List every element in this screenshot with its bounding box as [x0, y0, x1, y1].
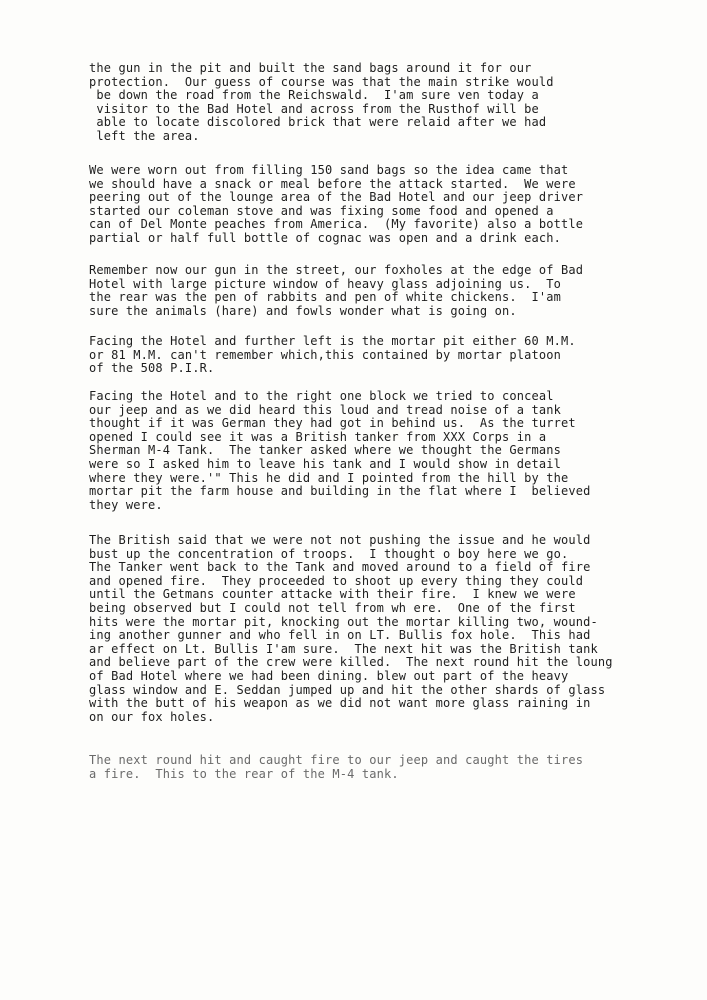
paragraph-gun-street	[89, 264, 699, 318]
text-line: The Tanker went back to the Tank and moved around to a field of fire	[89, 560, 591, 575]
paragraph-snack	[89, 164, 699, 246]
paragraph-sandbags	[89, 62, 699, 144]
text-line: the rear was the pen of rabbits and pen of white chickens. I'am	[89, 290, 561, 305]
text-line: glass window and E. Seddan jumped up and hit the other shards of glass	[89, 682, 606, 697]
text-line: of the 508 P.I.R.	[89, 361, 215, 376]
text-line: and opened fire. They proceeded to shoot up every thing they could	[89, 573, 584, 588]
text-line: were so I asked him to leave his tank and I would show in detail	[89, 456, 561, 471]
text-line: partial or half full bottle of cognac was open and a drink each.	[89, 230, 561, 245]
text-line: they were.	[89, 497, 163, 512]
text-line: peering out of the lounge area of the Bad Hotel and our jeep driver	[89, 190, 584, 205]
text-line: Hotel with large picture window of heavy glass adjoining us. To	[89, 276, 561, 291]
text-line: started our coleman stove and was fixing some food and opened a	[89, 203, 554, 218]
paragraph-battle	[89, 534, 699, 724]
paragraph-british-tanker	[89, 390, 699, 512]
text-line: with the butt of his weapon as we did not want more glass raining in	[89, 696, 591, 711]
text-line: thought if it was German they had got in behind us. As the turret	[89, 416, 576, 431]
text-line: The British said that we were not not pushing the issue and he would	[89, 533, 591, 547]
text-line: The next round hit and caught fire to our jeep and caught the tires	[89, 753, 584, 767]
text-line: be down the road from the Reichswald. I'am sure ven today a	[89, 88, 539, 103]
text-line: ing another gunner and who fell in on LT. Bullis fox hole. This had	[89, 628, 591, 643]
text-line: Facing the Hotel and to the right one block we tried to conceal	[89, 389, 554, 403]
paragraph-jeep-fire	[89, 754, 699, 781]
text-line: on our fox holes.	[89, 709, 215, 724]
text-line: hits were the mortar pit, knocking out the mortar killing two, wound-	[89, 614, 598, 629]
text-line: We were worn out from filling 150 sand bags so the idea came that	[89, 163, 569, 177]
text-line: the gun in the pit and built the sand bags around it for our	[89, 61, 532, 75]
text-line: left the area.	[89, 128, 200, 143]
text-line: where they were.'" This he did and I pointed from the hill by the	[89, 470, 569, 485]
text-line: Remember now our gun in the street, our foxholes at the edge of Bad	[89, 263, 584, 277]
text-line: able to locate discolored brick that were relaid after we had	[89, 115, 547, 130]
text-line: bust up the concentration of troops. I thought o boy here we go.	[89, 546, 569, 561]
text-line: ar effect on Lt. Bullis I'am sure. The next hit was the British tank	[89, 641, 598, 656]
text-line: Facing the Hotel and further left is the mortar pit either 60 M.M.	[89, 334, 576, 348]
text-line: our jeep and as we did heard this loud and tread noise of a tank	[89, 402, 561, 417]
text-line: or 81 M.M. can't remember which,this contained by mortar platoon	[89, 347, 561, 362]
text-line: opened I could see it was a British tanker from XXX Corps in a	[89, 429, 547, 444]
text-line: and believe part of the crew were killed. The next round hit the loung	[89, 655, 613, 670]
text-line: we should have a snack or meal before the attack started. We were	[89, 176, 576, 191]
text-line: visitor to the Bad Hotel and across from the Rusthof will be	[89, 101, 539, 116]
text-line: mortar pit the farm house and building in the flat where I believed	[89, 484, 591, 499]
text-line: until the Getmans counter attacke with their fire. I knew we were	[89, 587, 576, 602]
text-line: of Bad Hotel where we had been dining. blew out part of the heavy	[89, 668, 569, 683]
text-line: Sherman M-4 Tank. The tanker asked where we thought the Germans	[89, 443, 561, 458]
paragraph-mortar-pit	[89, 335, 699, 376]
text-line: sure the animals (hare) and fowls wonder what is going on.	[89, 303, 517, 318]
text-line: can of Del Monte peaches from America. (My favorite) also a bottle	[89, 217, 584, 232]
text-line: protection. Our guess of course was that the main strike would	[89, 74, 554, 89]
text-line: being observed but I could not tell from wh ere. One of the first	[89, 600, 576, 615]
text-line: a fire. This to the rear of the M-4 tank.	[89, 766, 399, 781]
